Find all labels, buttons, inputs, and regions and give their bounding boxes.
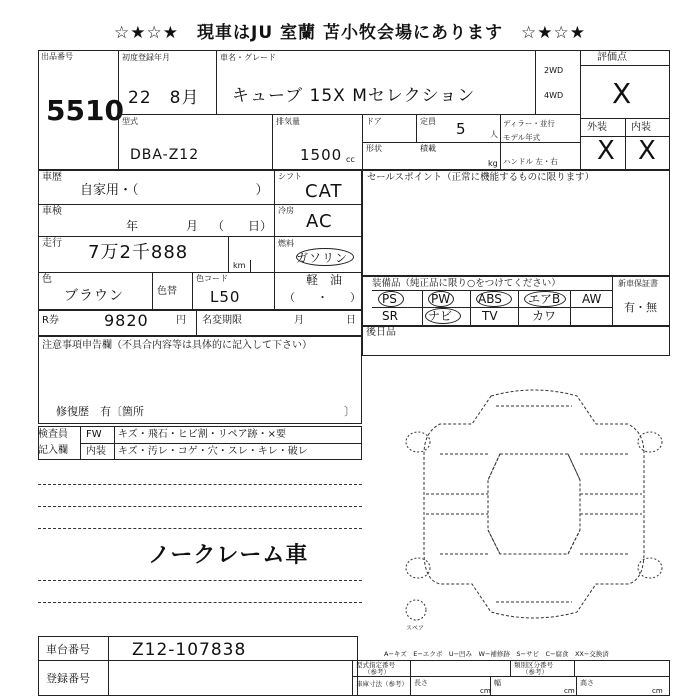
equip-navi: ナビ: [428, 309, 453, 323]
page-title: ☆★☆★ 現車はJU 室蘭 苫小牧会場にあります ☆★☆★: [114, 23, 586, 43]
model-designation-ref: （参考）: [364, 668, 390, 676]
model-designation-label: 型式指定番号: [356, 661, 395, 669]
shift-label: シフト: [278, 172, 302, 181]
shape-label: 形状: [366, 144, 382, 153]
ext-label: 外装: [587, 122, 607, 133]
int-label: 内装: [631, 122, 651, 133]
recycle-row: [38, 310, 362, 336]
rear-items-box: [362, 326, 670, 356]
sales-point-label: セールスポイント（正常に機能するものに限ります）: [367, 172, 595, 183]
inspection-year: 年: [126, 219, 139, 233]
mileage-label: 走行: [42, 238, 62, 249]
inspection-month: 月: [186, 219, 199, 233]
recycle-label: R券: [42, 315, 59, 326]
name-label: 車名・グレード: [220, 53, 276, 62]
equipment-label: 装備品（純正品に限り○をつけてください）: [372, 278, 561, 289]
shift-value: CAT: [305, 181, 343, 202]
lot-label: 出品番号: [41, 52, 73, 61]
dim-length-unit: cm: [480, 687, 491, 695]
equip-airbag-circle: [524, 291, 566, 307]
fuel-gas: ガソリン: [296, 251, 349, 265]
fuel-label: 燃料: [278, 239, 294, 248]
color-value: ブラウン: [64, 288, 124, 304]
dim-width: 幅: [494, 679, 501, 687]
warranty-label: 新車保証書: [618, 279, 658, 288]
mileage-value: 7万2千888: [88, 242, 189, 263]
name-change-label: 名変期限: [202, 315, 242, 326]
equip-abs: ABS: [478, 292, 502, 306]
equip-aw: AW: [582, 292, 602, 306]
recycle-unit: 円: [176, 315, 186, 326]
inspection-label: 車検: [42, 206, 62, 217]
registration-label: 登録番号: [46, 672, 90, 685]
capacity-label: 定員: [420, 117, 436, 126]
int-value: X: [638, 136, 657, 166]
mileage-unit: km: [233, 261, 246, 270]
repair-close: 〕: [344, 405, 355, 418]
load-unit: kg: [488, 159, 498, 168]
recycle-value: 9820: [104, 311, 149, 330]
equip-navi-circle: [425, 308, 461, 324]
category-number-label: 類別区分番号: [514, 661, 553, 669]
equip-ps-circle: [378, 291, 404, 307]
equip-pw-circle: [428, 291, 454, 307]
garage-dim-label: 車庫寸法（参考）: [356, 680, 408, 688]
inspector-label-2: 記入欄: [38, 445, 68, 456]
fuel-diesel: 軽 油: [306, 273, 343, 287]
inspection-day: （ 日）: [212, 219, 273, 233]
car-diagram: [396, 384, 672, 624]
warranty-value: 有・無: [624, 301, 657, 314]
inspector-row2: キズ・汚レ・コゲ・穴・スレ・キレ・破レ: [118, 446, 308, 457]
lot-number: 5510: [46, 94, 124, 127]
spare-label: スペア: [406, 625, 425, 632]
history-value: 自家用・（ ）: [80, 183, 269, 198]
handle-label: ハンドル 左・右: [503, 157, 558, 166]
notes-label: 注意事項申告欄（不具合内容等は具体的に記入して下さい）: [42, 340, 312, 351]
fuel-paren: （ ・ ）: [284, 291, 361, 304]
inspector-row2-tag: 内装: [86, 446, 106, 457]
drive-4wd: 4WD: [544, 91, 564, 100]
repair-label: 修復歴 有〔箇所: [56, 405, 144, 418]
color-label: 色: [42, 274, 52, 285]
inspector-row1: キズ・飛石・ヒビ割・リペア跡・×要: [118, 429, 286, 440]
name-change-day: 日: [346, 315, 356, 326]
score-value: X: [612, 77, 633, 110]
color-code-label: 色コード: [196, 274, 228, 283]
equip-tv: TV: [482, 309, 498, 323]
first-reg-value: 22 8月: [128, 88, 200, 108]
drive-2wd: 2WD: [544, 66, 564, 75]
ext-value: X: [597, 136, 616, 166]
sales-point-box: [362, 170, 670, 276]
dim-height-unit: cm: [652, 687, 663, 695]
capacity-unit: 人: [490, 130, 498, 139]
equip-sr: SR: [382, 309, 398, 323]
type-value: DBA-Z12: [130, 147, 200, 163]
first-reg-label: 初度登録年月: [122, 53, 170, 62]
category-number-ref: （参考）: [522, 668, 548, 676]
engine-label: 排気量: [276, 117, 300, 126]
color-change-label: 色替: [157, 286, 177, 297]
aircon-value: AC: [306, 211, 333, 232]
dim-width-unit: cm: [564, 687, 575, 695]
capacity-value: 5: [456, 120, 467, 138]
type-label: 型式: [122, 117, 138, 126]
no-claim-stamp: ノークレーム車: [148, 543, 309, 568]
score-label: 評価点: [597, 52, 627, 63]
color-code-value: L50: [210, 288, 241, 306]
inspector-row1-tag: FW: [86, 429, 102, 440]
reference-box: [352, 660, 670, 696]
rear-items-label: 後日品: [366, 327, 396, 338]
dealer-label: ディラー・並行: [503, 119, 555, 128]
inspector-label-1: 検査員: [38, 429, 68, 440]
equip-airbag: エアB: [528, 292, 561, 306]
chassis-label: 車台番号: [46, 643, 90, 656]
load-label: 積載: [420, 144, 436, 153]
engine-value: 1500: [300, 146, 343, 164]
doors-label: ドア: [366, 117, 382, 126]
model-year-label: モデル年式: [503, 133, 541, 142]
dim-height: 高さ: [580, 679, 594, 687]
engine-unit: cc: [346, 155, 355, 164]
equip-pw: PW: [431, 292, 451, 306]
equip-leather: カワ: [532, 309, 557, 323]
history-label: 車歴: [42, 172, 62, 183]
aircon-label: 冷房: [278, 206, 294, 215]
chassis-value: Z12-107838: [132, 640, 247, 660]
fuel-gas-circle: [296, 248, 354, 266]
name-change-month: 月: [294, 315, 304, 326]
equip-abs-circle: [476, 291, 512, 307]
car-name-value: キューブ 15X Mセレクション: [232, 86, 476, 106]
equip-ps: PS: [382, 292, 397, 306]
dim-length: 長さ: [414, 679, 428, 687]
damage-legend: A−キズ E−エクボ U−凹み W−補修跡 S−サビ C−腐食 XX−交換済: [384, 650, 609, 658]
